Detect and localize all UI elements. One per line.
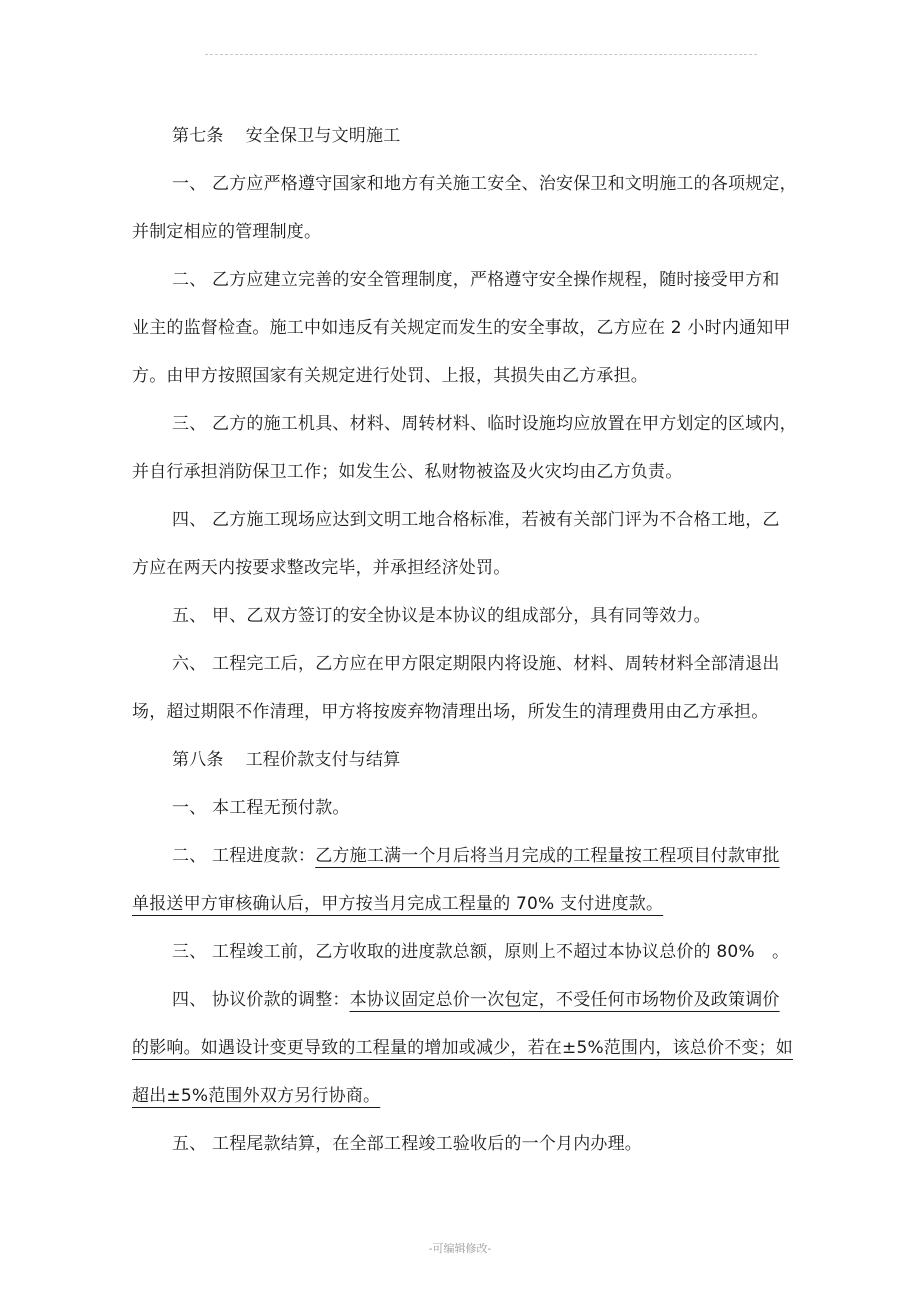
paragraph-line: 五、 甲、乙双方签订的安全协议是本协议的组成部分，具有同等效力。 [172, 606, 711, 626]
underlined-text: 的影响。如遇设计变更导致的工程量的增加或减少，若在±5%范围内，该总价不变；如 [132, 1038, 794, 1058]
paragraph-line [132, 880, 834, 928]
paragraph-line: 二、 乙方应建立完善的安全管理制度，严格遵守安全操作规程，随时接受甲方和 [172, 270, 780, 290]
clause-label: 二、 工程进度款： [172, 846, 316, 866]
underlined-text: 乙方施工满一个月后将当月完成的工程量按工程项目付款审批 [315, 846, 780, 866]
article-number: 第八条 [172, 750, 224, 770]
paragraph-line: 并自行承担消防保卫工作；如发生公、私财物被盗及火灾均由乙方负责。 [132, 462, 683, 482]
paragraph-line: 三、 工程竣工前，乙方收取的进度款总额，原则上不超过本协议总价的 80% 。 [172, 942, 790, 962]
underlined-text: 本协议固定总价一次包定，不受任何市场物价及政策调价 [349, 990, 780, 1010]
article-7-heading [132, 112, 834, 160]
paragraph-line: 方应在两天内按要求整改完毕，并承担经济处罚。 [132, 558, 511, 578]
page-footer: -可编辑修改- [428, 1242, 492, 1255]
paragraph-line: 场，超过期限不作清理，甲方将按废弃物清理出场，所发生的清理费用由乙方承担。 [132, 702, 769, 722]
paragraph-line: 一、 本工程无预付款。 [172, 798, 350, 818]
paragraph-line [132, 832, 834, 880]
document-body [132, 112, 834, 1168]
paragraph-line: 业主的监督检查。施工中如违反有关规定而发生的安全事故，乙方应在 2 小时内通知甲 [132, 318, 791, 338]
clause-label: 四、 协议价款的调整： [172, 990, 350, 1010]
paragraph-line [132, 976, 834, 1024]
paragraph-line: 一、 乙方应严格遵守国家和地方有关施工安全、治安保卫和文明施工的各项规定， [172, 174, 797, 194]
underlined-text: 超出±5%范围外双方另行协商。 [132, 1086, 381, 1106]
article-title: 安全保卫与文明施工 [245, 126, 401, 146]
paragraph-line: 六、 工程完工后，乙方应在甲方限定期限内将设施、材料、周转材料全部清退出 [172, 654, 780, 674]
paragraph-line: 四、 乙方施工现场应达到文明工地合格标准，若被有关部门评为不合格工地，乙 [172, 510, 780, 530]
underlined-text: 单报送甲方审核确认后，甲方按当月完成工程量的 70% 支付进度款。 [132, 894, 664, 914]
paragraph-line: 方。由甲方按照国家有关规定进行处罚、上报，其损失由乙方承担。 [132, 366, 648, 386]
article-8-heading [132, 736, 834, 784]
article-title: 工程价款支付与结算 [245, 750, 401, 770]
paragraph-line [132, 1024, 834, 1072]
paragraph-line: 三、 乙方的施工机具、材料、周转材料、临时设施均应放置在甲方划定的区域内， [172, 414, 797, 434]
article-number: 第七条 [172, 126, 224, 146]
paragraph-line: 并制定相应的管理制度。 [132, 222, 322, 242]
paragraph-line [132, 1072, 834, 1120]
header-rule [205, 54, 757, 55]
paragraph-line: 五、 工程尾款结算，在全部工程竣工验收后的一个月内办理。 [172, 1134, 643, 1154]
